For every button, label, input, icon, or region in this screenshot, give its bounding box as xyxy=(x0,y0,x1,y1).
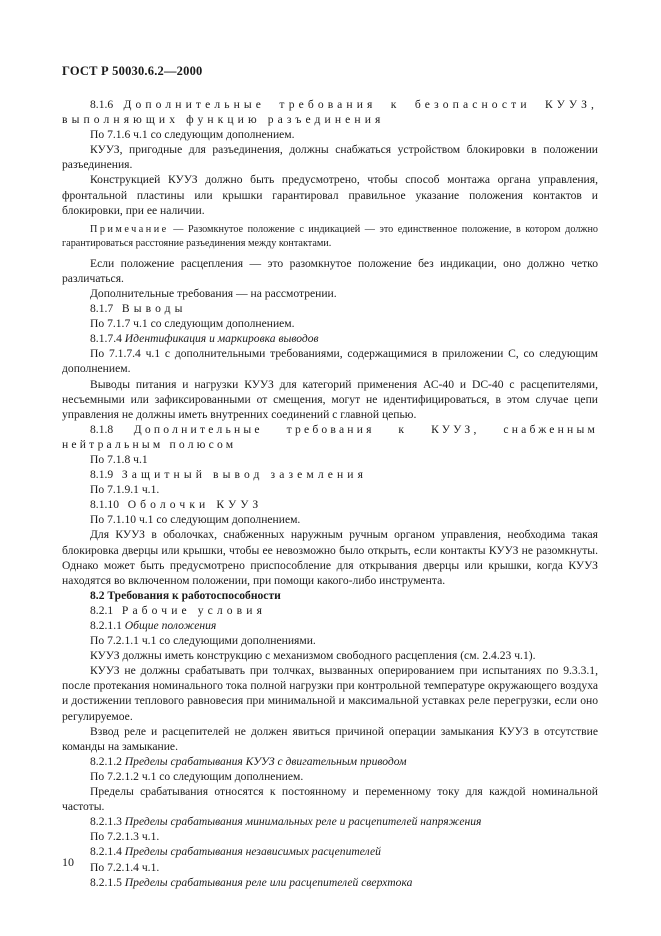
paragraph: По 7.2.1.4 ч.1. xyxy=(90,860,160,874)
paragraph: По 7.2.1.1 ч.1 со следующими дополнениями. xyxy=(90,634,316,648)
section-title: 8.2 Требования к работоспособности xyxy=(90,588,281,602)
paragraph: По 7.1.8 ч.1 xyxy=(90,452,148,466)
clause-title: Оболочки КУУЗ xyxy=(127,498,263,512)
note-text: — Разомкнутое положение с индикацией — это единственное положение, в котором должно гарантироваться расстояние разъединения между контактами. xyxy=(62,223,598,249)
clause-number: 8.2.1.1 xyxy=(90,619,122,632)
clause-title: Пределы срабатывания КУУЗ с двигательным приводом xyxy=(124,754,407,768)
clause-title: Дополнительные требования к КУУЗ, снабженным нейтральным полюсом xyxy=(62,422,598,451)
page-number: 10 xyxy=(62,855,74,869)
clause-title: Рабочие условия xyxy=(121,603,266,617)
clause-number: 8.2.1 xyxy=(90,603,114,617)
paragraph: По 7.2.1.3 ч.1. xyxy=(90,830,160,844)
clause-8-2-1-3 xyxy=(62,814,598,829)
paragraph: По 7.1.7 ч.1 со следующим дополнением. xyxy=(90,317,295,331)
paragraph: Дополнительные требования — на рассмотрении. xyxy=(90,286,337,300)
paragraph: Для КУУЗ в оболочках, снабженных наружным ручным органом управления, необходима такая блокировка дверцы или крышки, чтобы ее невозможно было открыть, если контакты КУУЗ не разомкнуты. Однако может быть предусмотрено приспособление для открывания дверцы или крышки, когда КУУЗ находятся во включенном положении, при помощи какого-либо инструмента. xyxy=(62,528,598,587)
clause-title: Общие положения xyxy=(124,619,217,632)
clause-8-1-8 xyxy=(62,422,598,452)
clause-8-1-7-4 xyxy=(62,331,598,346)
clause-8-2-1-2 xyxy=(62,754,598,769)
clause-8-2-1-1 xyxy=(62,618,598,633)
clause-title: Пределы срабатывания реле или расцепителей сверхтока xyxy=(124,875,413,889)
clause-title: Пределы срабатывания независимых расцепителей xyxy=(124,845,381,859)
clause-number: 8.2.1.4 xyxy=(90,845,122,859)
clause-number: 8.1.9 xyxy=(90,468,114,482)
paragraph: Если положение расцепления — это разомкнутое положение без индикации, оно должно четко различаться. xyxy=(62,256,598,285)
paragraph: Выводы питания и нагрузки КУУЗ для категорий применения АС-40 и DC-40 с расцепителями, несъемными или зафиксированными от смещения, могут не идентифицироваться, в этом случае цепи управления не должны иметь внутренних соединений с главной цепью. xyxy=(62,377,598,421)
clause-8-2-1 xyxy=(62,603,598,618)
clause-number: 8.2.1.2 xyxy=(90,754,122,768)
paragraph: Пределы срабатывания относятся к постоянному и переменному току для каждой номинальной частоты. xyxy=(62,785,598,814)
paragraph: По 7.1.6 ч.1 со следующим дополнением. xyxy=(90,128,295,142)
paragraph: КУУЗ не должны срабатывать при толчках, вызванных оперированием при испытаниях по 9.3.3.1, после протекания номинального тока полной нагрузки при контрольной температуре окружающего воздуха и достижении теплового равновесия при минимальной и максимальной уставках реле перегрузки, если оно регулируемое. xyxy=(62,664,598,723)
clause-title: Выводы xyxy=(121,302,187,316)
clause-number: 8.1.6 xyxy=(90,98,114,111)
clause-8-1-6 xyxy=(62,97,598,127)
page-body xyxy=(62,97,598,890)
page-header: ГОСТ Р 50030.6.2—2000 xyxy=(62,64,203,78)
clause-title: Пределы срабатывания минимальных реле и расцепителей напряжения xyxy=(124,815,482,829)
clause-number: 8.1.7 xyxy=(90,302,114,316)
paragraph: Конструкцией КУУЗ должно быть предусмотрено, чтобы способ монтажа органа управления, фронтальной пластины или крышки гарантировал правильное указание положения контактов и блокировки, при ее наличии. xyxy=(62,173,598,217)
paragraph: Взвод реле и расцепителей не должен явиться причиной операции замыкания КУУЗ в отсутствие команды на замыкание. xyxy=(62,724,598,753)
paragraph: По 7.1.10 ч.1 со следующим дополнением. xyxy=(90,513,301,527)
clause-title: Защитный вывод заземления xyxy=(121,468,368,482)
clause-8-1-7 xyxy=(62,301,598,316)
paragraph: По 7.1.7.4 ч.1 с дополнительными требованиями, содержащимися в приложении С, со следующим дополнением. xyxy=(62,347,598,376)
section-8-2-heading xyxy=(62,588,598,603)
paragraph: КУУЗ, пригодные для разъединения, должны снабжаться устройством блокировки в положении разъединения. xyxy=(62,143,598,172)
clause-number: 8.2.1.3 xyxy=(90,815,122,829)
note-label: Примечание xyxy=(90,223,169,235)
clause-8-1-9 xyxy=(62,467,598,482)
clause-number: 8.1.10 xyxy=(90,498,119,512)
paragraph: По 7.1.9.1 ч.1. xyxy=(90,483,160,497)
clause-number: 8.2.1.5 xyxy=(90,875,122,889)
note xyxy=(62,223,598,251)
clause-8-2-1-5 xyxy=(62,875,598,890)
clause-8-1-10 xyxy=(62,497,598,512)
clause-number: 8.1.7.4 xyxy=(90,332,122,346)
clause-number: 8.1.8 xyxy=(90,422,114,436)
clause-title: Дополнительные требования к безопасности КУУЗ, выполняющих функцию разъединения xyxy=(62,98,598,127)
clause-8-2-1-4 xyxy=(62,844,598,859)
clause-title: Идентификация и маркировка выводов xyxy=(124,332,319,346)
paragraph: КУУЗ должны иметь конструкцию с механизмом свободного расцепления (см. 2.4.23 ч.1). xyxy=(90,649,536,663)
paragraph: По 7.2.1.2 ч.1 со следующим дополнением. xyxy=(90,769,304,783)
